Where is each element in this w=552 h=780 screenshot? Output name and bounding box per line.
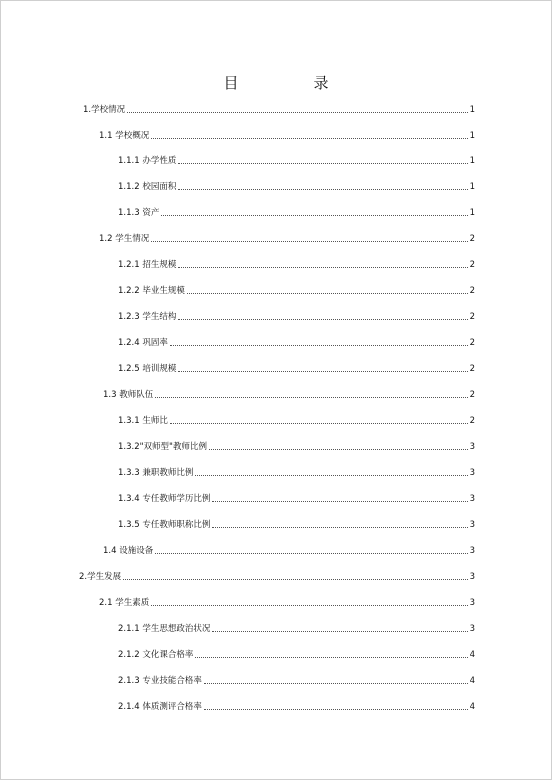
toc-entry-label: 1.3.4 专任教师学历比例 (118, 494, 211, 504)
toc-entry-page: 1 (469, 105, 475, 115)
toc-title: 目 录 (223, 74, 359, 92)
toc-entry-label: 1.3.1 生师比 (118, 416, 168, 426)
toc-leader-dots (178, 371, 467, 372)
toc-entry-page: 2 (469, 234, 475, 244)
toc-entry-page: 2 (469, 390, 475, 400)
toc-entry-page: 3 (469, 624, 475, 634)
toc-leader-dots (212, 501, 467, 502)
toc-entry[interactable] (79, 568, 475, 582)
toc-entry-page: 1 (469, 156, 475, 166)
toc-leader-dots (209, 449, 468, 450)
toc-entry-label: 1.3.3 兼职教师比例 (118, 468, 194, 478)
toc-entry-label: 2.1.2 文化课合格率 (118, 650, 194, 660)
toc-entry-label: 1.2.1 招生规模 (118, 260, 177, 270)
toc-entry-label: 1.2 学生情况 (99, 234, 150, 244)
toc-entry-page: 2 (469, 312, 475, 322)
toc-entry-label: 1.2.2 毕业生规模 (118, 286, 185, 296)
toc-entry-page: 4 (469, 702, 475, 712)
toc-entry[interactable] (118, 178, 475, 192)
toc-leader-dots (195, 475, 467, 476)
toc-leader-dots (170, 423, 468, 424)
toc-leader-dots (204, 709, 468, 710)
toc-entry-page: 3 (469, 572, 475, 582)
toc-entry[interactable] (118, 360, 475, 374)
toc-entry-label: 2.1.3 专业技能合格率 (118, 676, 202, 686)
toc-entry-page: 2 (469, 416, 475, 426)
toc-entry[interactable] (118, 516, 475, 530)
toc-entry[interactable] (118, 464, 475, 478)
toc-leader-dots (212, 631, 467, 632)
toc-entry-page: 3 (469, 468, 475, 478)
toc-entry-label: 1.2.5 培训规模 (118, 364, 177, 374)
toc-entry-label: 2.学生发展 (79, 572, 122, 582)
toc-leader-dots (151, 241, 467, 242)
toc-entry-label: 2.1.4 体质测评合格率 (118, 702, 202, 712)
toc-entry-page: 1 (469, 131, 475, 141)
toc-entry-page: 2 (469, 364, 475, 374)
toc-entry-page: 3 (469, 598, 475, 608)
toc-leader-dots (178, 319, 467, 320)
toc-entry[interactable] (118, 308, 475, 322)
toc-entry[interactable] (118, 672, 475, 686)
toc-entry-page: 1 (469, 182, 475, 192)
toc-leader-dots (170, 345, 468, 346)
toc-entry[interactable] (99, 127, 475, 141)
toc-entry[interactable] (118, 620, 475, 634)
toc-leader-dots (178, 189, 467, 190)
toc-entry[interactable] (103, 386, 475, 400)
toc-entry-label: 1.3.5 专任教师职称比例 (118, 520, 211, 530)
toc-leader-dots (151, 138, 467, 139)
toc-entry[interactable] (99, 230, 475, 244)
toc-entry[interactable] (118, 490, 475, 504)
toc-leader-dots (127, 112, 467, 113)
toc-entry-page: 3 (469, 546, 475, 556)
toc-entry-page: 4 (469, 676, 475, 686)
toc-leader-dots (151, 605, 467, 606)
toc-entry-page: 2 (469, 338, 475, 348)
toc-leader-dots (195, 657, 467, 658)
toc-entry[interactable] (118, 698, 475, 712)
toc-entry-label: 1.学校情况 (83, 105, 126, 115)
toc-entry-label: 1.1.3 资产 (118, 208, 160, 218)
toc-entry[interactable] (83, 101, 475, 115)
toc-entry-page: 3 (469, 494, 475, 504)
toc-entry[interactable] (99, 594, 475, 608)
toc-entry[interactable] (118, 152, 475, 166)
toc-entry-page: 2 (469, 260, 475, 270)
toc-entry-label: 1.2.4 巩固率 (118, 338, 168, 348)
toc-leader-dots (123, 579, 467, 580)
toc-entry[interactable] (118, 438, 475, 452)
toc-leader-dots (178, 163, 467, 164)
toc-leader-dots (161, 215, 467, 216)
toc-entry-page: 3 (469, 520, 475, 530)
toc-entry-label: 1.1.1 办学性质 (118, 156, 177, 166)
toc-leader-dots (155, 553, 467, 554)
toc-leader-dots (212, 527, 467, 528)
toc-entry[interactable] (118, 204, 475, 218)
toc-entry-label: 2.1.1 学生思想政治状况 (118, 624, 211, 634)
toc-entry-label: 1.3.2"双师型"教师比例 (118, 442, 207, 452)
toc-leader-dots (187, 293, 468, 294)
toc-entry-label: 1.1 学校概况 (99, 131, 150, 141)
toc-leader-dots (155, 397, 467, 398)
toc-entry[interactable] (118, 256, 475, 270)
toc-entry[interactable] (118, 282, 475, 296)
toc-entry-label: 1.1.2 校园面积 (118, 182, 177, 192)
toc-entry-page: 3 (469, 442, 475, 452)
toc-leader-dots (204, 683, 468, 684)
toc-entry-page: 4 (469, 650, 475, 660)
toc-entry-label: 1.4 设施设备 (103, 546, 154, 556)
toc-entry-label: 1.2.3 学生结构 (118, 312, 177, 322)
toc-entry[interactable] (118, 412, 475, 426)
toc-entry-page: 1 (469, 208, 475, 218)
toc-entry[interactable] (118, 334, 475, 348)
toc-entry-label: 1.3 教师队伍 (103, 390, 154, 400)
toc-entry-page: 2 (469, 286, 475, 296)
toc-entry[interactable] (103, 542, 475, 556)
toc-entry[interactable] (118, 646, 475, 660)
toc-leader-dots (178, 267, 467, 268)
toc-entry-label: 2.1 学生素质 (99, 598, 150, 608)
